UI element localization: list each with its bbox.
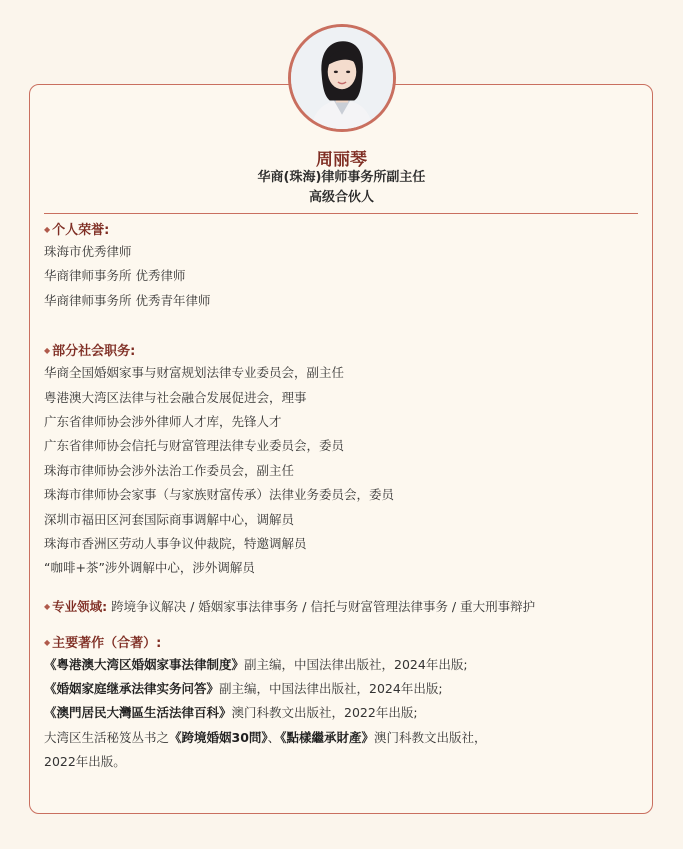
list-item: 粤港澳大湾区法律与社会融合发展促进会，理事 bbox=[44, 389, 307, 405]
list-item: 2022年出版。 bbox=[44, 754, 126, 770]
diamond-bullet-icon: ◆ bbox=[44, 225, 51, 234]
lawyer-rank: 高级合伙人 bbox=[308, 190, 374, 205]
fields-section bbox=[44, 595, 638, 619]
fields-heading: 专业领域: bbox=[52, 598, 108, 614]
header-divider bbox=[44, 213, 638, 214]
list-item bbox=[44, 701, 638, 725]
publication-title: 《澳門居民大灣區生活法律百科》 bbox=[44, 705, 232, 721]
list-item: 深圳市福田区河套国际商事调解中心，调解员 bbox=[44, 511, 295, 527]
portrait-image bbox=[291, 27, 393, 129]
list-item: 广东省律师协会涉外律师人才库，先锋人才 bbox=[44, 413, 282, 429]
honors-heading: ◆ 个人荣誉: bbox=[44, 223, 110, 238]
publication-detail: 澳门科教文出版社， bbox=[373, 729, 487, 745]
publication-detail: 澳门科教文出版社，2022年出版; bbox=[231, 705, 418, 721]
diamond-bullet-icon: ◆ bbox=[44, 601, 51, 611]
list-item bbox=[44, 726, 638, 750]
list-item: 华商律师事务所 优秀律师 bbox=[44, 268, 186, 284]
list-item: “咖啡+茶”涉外调解中心，涉外调解员 bbox=[44, 560, 255, 576]
list-item: 珠海市优秀律师 bbox=[44, 244, 132, 259]
publication-detail: 副主编，中国法律出版社，2024年出版; bbox=[244, 656, 468, 672]
lawyer-title: 华商(珠海)律师事务所副主任 bbox=[257, 170, 426, 185]
publication-title: 《婚姻家庭继承法律实务问答》 bbox=[44, 681, 220, 697]
list-item: 华商律师事务所 优秀青年律师 bbox=[44, 292, 211, 308]
list-item: 华商全国婚姻家事与财富规划法律专业委员会，副主任 bbox=[44, 365, 345, 381]
publication-detail: 副主编，中国法律出版社，2024年出版; bbox=[219, 681, 443, 697]
publication-prefix: 大湾区生活秘笈丛书之 bbox=[44, 729, 170, 745]
publication-title: 《跨境婚姻30問》 bbox=[169, 729, 268, 745]
lawyer-name: 周丽琴 bbox=[316, 150, 367, 170]
list-item bbox=[44, 653, 638, 677]
list-item: 广东省律师协会信托与财富管理法律专业委员会，委员 bbox=[44, 438, 345, 454]
diamond-bullet-icon: ◆ bbox=[44, 637, 51, 647]
profile-content bbox=[44, 220, 638, 775]
publications-heading: ◆ 主要著作（合著）: bbox=[44, 635, 162, 651]
avatar bbox=[288, 24, 396, 132]
publication-separator: 、 bbox=[267, 729, 281, 745]
list-item: 珠海市香洲区劳动人事争议仲裁院，特邀调解员 bbox=[44, 535, 307, 551]
publications-list bbox=[44, 653, 638, 775]
list-item bbox=[44, 677, 638, 701]
list-item: 珠海市律师协会涉外法治工作委员会，副主任 bbox=[44, 462, 295, 478]
positions-list bbox=[44, 361, 638, 581]
publication-title: 《點樣繼承財產》 bbox=[280, 729, 374, 745]
list-item: 珠海市律师协会家事（与家族财富传承）法律业务委员会，委员 bbox=[44, 487, 395, 503]
publication-title: 《粤港澳大湾区婚姻家事法律制度》 bbox=[44, 656, 245, 672]
positions-heading: ◆ 部分社会职务: bbox=[44, 344, 136, 360]
diamond-bullet-icon: ◆ bbox=[44, 346, 51, 356]
fields-text: 跨境争议解决 / 婚姻家事法律事务 / 信托与财富管理法律事务 / 重大刑事辩护 bbox=[107, 598, 536, 614]
honors-list bbox=[44, 240, 638, 313]
